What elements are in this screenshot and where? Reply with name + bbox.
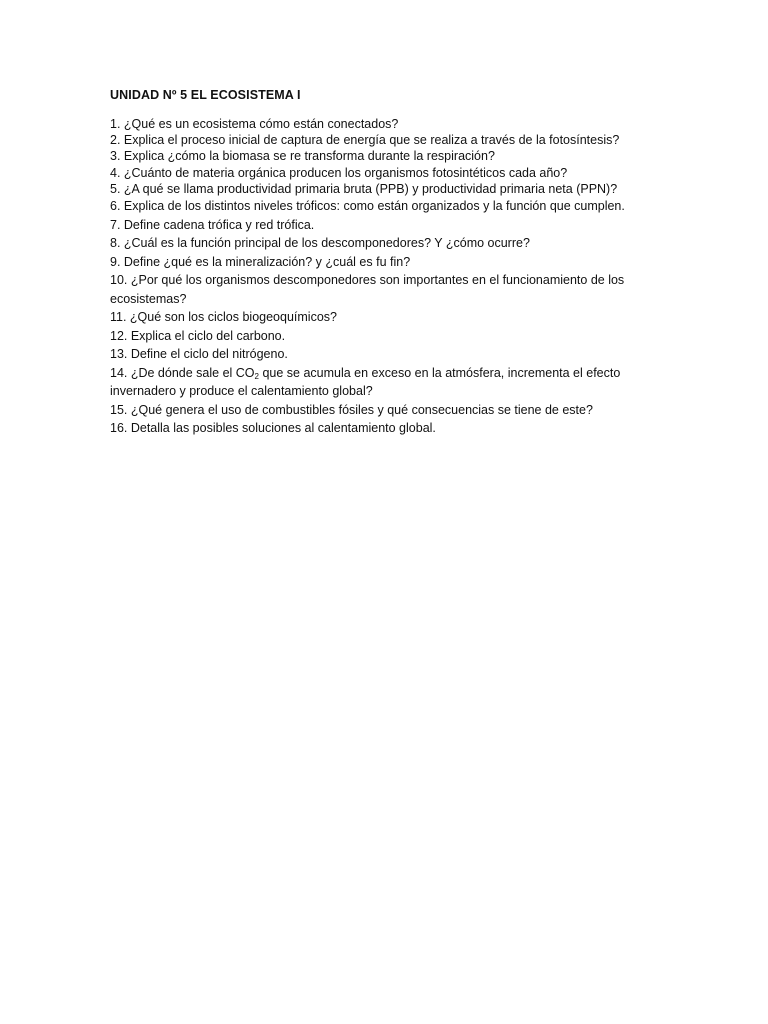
co2-subscript: 2	[254, 371, 259, 381]
document-title: UNIDAD Nº 5 EL ECOSISTEMA I	[110, 88, 301, 102]
question-item	[110, 364, 670, 401]
question-item: 1. ¿Qué es un ecosistema cómo están conectados?	[110, 117, 399, 131]
question-item: 5. ¿A qué se llama productividad primaria bruta (PPB) y productividad primaria neta (PPN)?	[110, 181, 618, 196]
question-item: 16. Detalla las posibles soluciones al calentamiento global.	[110, 421, 436, 436]
question-text-before: 14. ¿De dónde sale el CO	[110, 365, 255, 380]
question-item: 8. ¿Cuál es la función principal de los descomponedores? Y ¿cómo ocurre?	[110, 236, 530, 251]
document-page	[110, 86, 670, 438]
question-item: 15. ¿Qué genera el uso de combustibles fósiles y qué consecuencias se tiene de este?	[110, 402, 593, 417]
question-text-after: que se acumula en exceso en la atmósfera, incrementa el efecto invernadero y produce el calentamiento global?	[110, 365, 621, 399]
question-item: 11. ¿Qué son los ciclos biogeoquímicos?	[110, 310, 337, 325]
question-item: 3. Explica ¿cómo la biomasa se re transforma durante la respiración?	[110, 149, 495, 164]
question-item: 4. ¿Cuánto de materia orgánica producen los organismos fotosintéticos cada año?	[110, 165, 568, 180]
question-item: 6. Explica de los distintos niveles tróficos: como están organizados y la función que cumplen.	[110, 199, 625, 214]
question-item: 2. Explica el proceso inicial de captura de energía que se realiza a través de la fotosíntesis?	[110, 133, 620, 148]
question-item: 9. Define ¿qué es la mineralización? y ¿cuál es fu fin?	[110, 254, 411, 269]
question-list	[110, 116, 670, 438]
question-item: 10. ¿Por qué los organismos descomponedores son importantes en el funcionamiento de los ecosistemas?	[110, 273, 625, 306]
question-item: 7. Define cadena trófica y red trófica.	[110, 217, 315, 232]
question-item: 12. Explica el ciclo del carbono.	[110, 328, 286, 343]
question-item: 13. Define el ciclo del nitrógeno.	[110, 347, 288, 362]
